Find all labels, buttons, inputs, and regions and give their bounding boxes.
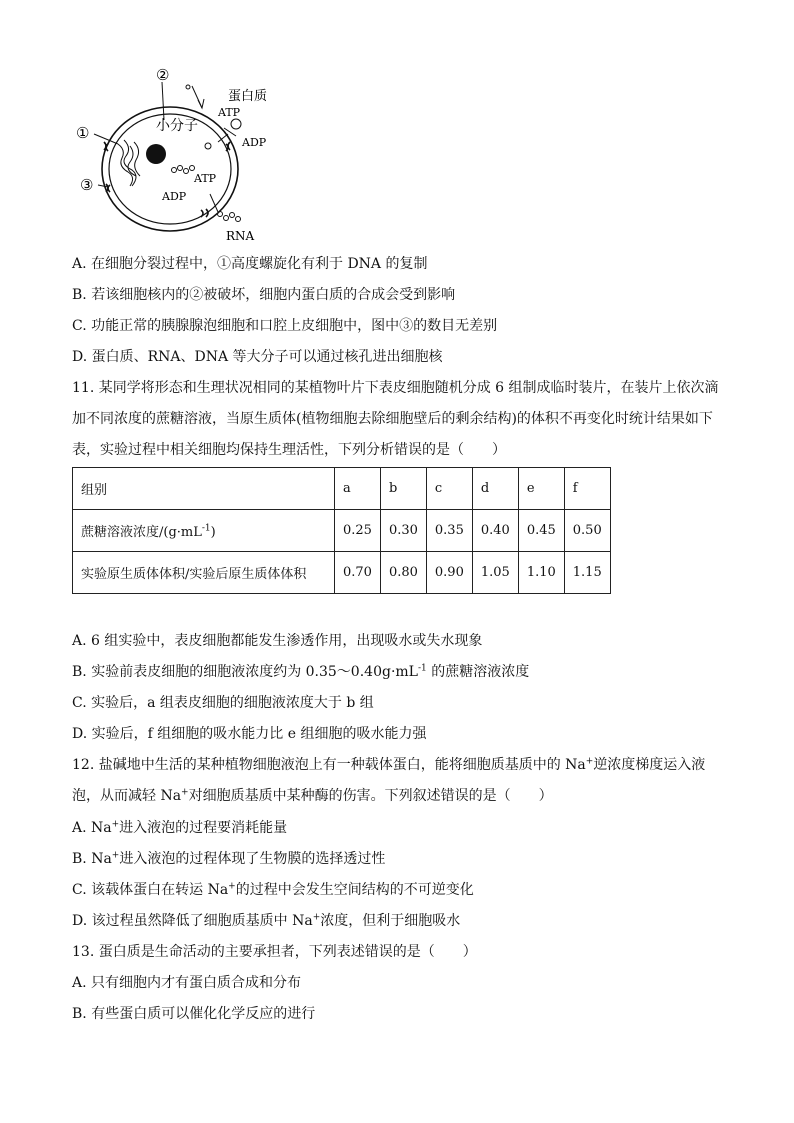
q12-option-c: C. 该载体蛋白在转运 Na+的过程中会发生空间结构的不可逆变化 [72, 881, 474, 898]
table-group-cell: e [518, 468, 564, 510]
q11-stem: 11. 某同学将形态和生理状况相同的某植物叶片下表皮细胞随机分成 6 组制成临时装片，在装片上依次滴加不同浓度的蔗糖溶液，当原生质体(植物细胞去除细胞壁后的剩余结构)的体积不再变化时统计结果如下表，实验过程中相关细胞均保持生理活性，下列分析错误的是（ ） [72, 380, 719, 458]
table-cell: 0.70 [335, 552, 381, 594]
q11-option-d: D. 实验后，f 组细胞的吸水能力比 e 组细胞的吸水能力强 [72, 726, 427, 742]
q12-option-b: B. Na+进入液泡的过程体现了生物膜的选择透过性 [72, 850, 386, 867]
table-row-concentration [73, 510, 611, 552]
table-header-row [73, 468, 611, 510]
table-row-volume-ratio [73, 552, 611, 594]
q12-stem: 12. 盐碱地中生活的某种植物细胞液泡上有一种载体蛋白，能将细胞质基质中的 Na+逆浓度梯度运入液泡，从而减轻 Na+对细胞质基质中某种酶的伤害。下列叙述错误的是（ ） [72, 756, 706, 804]
table-group-cell: c [426, 468, 472, 510]
table-group-cell: f [564, 468, 610, 510]
table-cell: 0.30 [380, 510, 426, 552]
q11-option-c: C. 实验后，a 组表皮细胞的细胞液浓度大于 b 组 [72, 695, 374, 711]
table-header-label: 组别 [73, 468, 335, 510]
q12-option-a: A. Na+进入液泡的过程要消耗能量 [72, 819, 288, 836]
table-group-cell: b [380, 468, 426, 510]
table-cell: 1.05 [472, 552, 518, 594]
row-label-concentration: 蔗糖溶液浓度$/(g\cdot mL^{-1})$ [73, 510, 335, 552]
table-cell: 0.80 [380, 552, 426, 594]
q11-option-a: A. 6 组实验中，表皮细胞都能发生渗透作用，出现吸水或失水现象 [72, 633, 483, 649]
nucleus-diagram [70, 64, 300, 244]
table-cell: 0.45 [518, 510, 564, 552]
table-group-cell: a [335, 468, 381, 510]
table-cell: 1.10 [518, 552, 564, 594]
q10-option-a: A. 在细胞分裂过程中，①高度螺旋化有利于 DNA 的复制 [72, 256, 428, 272]
figure-label-2: ② [156, 66, 170, 84]
adp-bottom-label: ADP [162, 190, 187, 203]
row-label-volume-ratio: 实验原生质体体积/实验后原生质体体积 [73, 552, 335, 594]
atp-bottom-label: ATP [194, 172, 217, 185]
q10-option-d: D. 蛋白质、RNA、DNA 等大分子可以通过核孔进出细胞核 [72, 349, 443, 365]
table-cell: 0.50 [564, 510, 610, 552]
q10-option-b: B. 若该细胞核内的②被破坏，细胞内蛋白质的合成会受到影响 [72, 287, 456, 303]
q11-option-b: B. 实验前表皮细胞的细胞液浓度约为 $0.35\sim 0.40g\cdot mL^{-1}$ 的蔗糖溶液浓度 [72, 663, 530, 680]
q13-option-b: B. 有些蛋白质可以催化化学反应的进行 [72, 1006, 316, 1022]
adp-top-label: ADP [242, 136, 267, 149]
table-cell: 0.25 [335, 510, 381, 552]
table-group-cell: d [472, 468, 518, 510]
table-cell: 0.35 [426, 510, 472, 552]
small-molecule-label: 小分子 [156, 118, 198, 134]
atp-top-label: ATP [218, 106, 241, 119]
q13-stem: 13. 蛋白质是生命活动的主要承担者，下列表述错误的是（ ） [72, 944, 477, 960]
table-cell: 0.90 [426, 552, 472, 594]
rna-label: RNA [226, 229, 255, 243]
protein-label: 蛋白质 [228, 89, 268, 104]
q11-data-table [72, 467, 611, 594]
table-cell: 0.40 [472, 510, 518, 552]
q10-option-c: C. 功能正常的胰腺腺泡细胞和口腔上皮细胞中，图中③的数目无差别 [72, 318, 498, 334]
q12-option-d: D. 该过程虽然降低了细胞质基质中 Na+浓度，但利于细胞吸水 [72, 912, 461, 929]
table-cell: 1.15 [564, 552, 610, 594]
figure-label-3: ③ [80, 176, 94, 194]
figure-label-1: ① [76, 124, 90, 142]
q13-option-a: A. 只有细胞内才有蛋白质合成和分布 [72, 975, 302, 991]
